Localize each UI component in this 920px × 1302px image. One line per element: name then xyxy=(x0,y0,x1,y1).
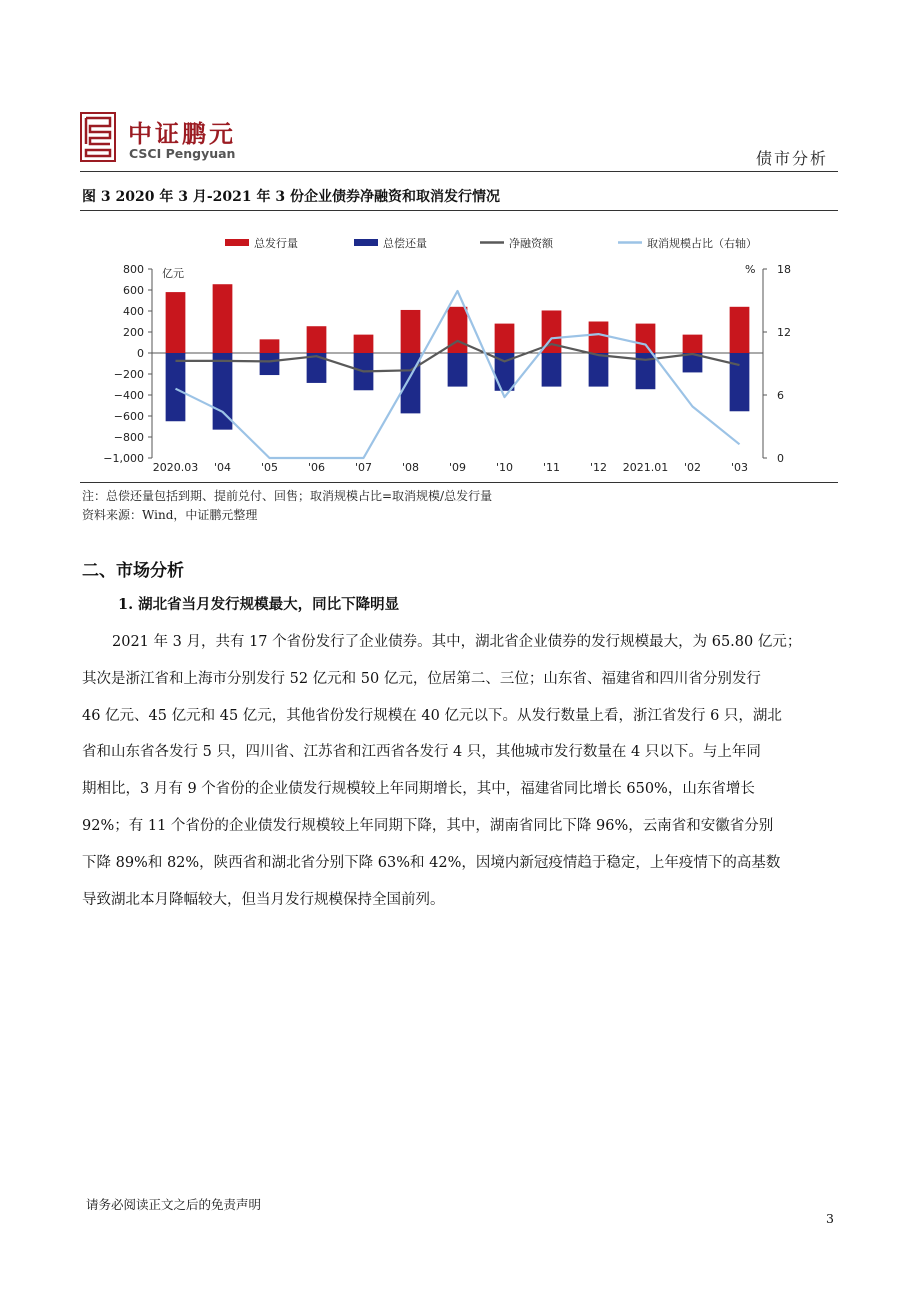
bar xyxy=(636,324,656,353)
x-axis-tick-label: 2020.03 xyxy=(152,461,199,474)
bar xyxy=(589,353,609,387)
bar xyxy=(166,353,186,421)
left-axis-tick-label: −800 xyxy=(113,431,144,444)
subsection-heading: 1. 湖北省当月发行规模最大，同比下降明显 xyxy=(118,596,400,613)
right-axis-unit: % xyxy=(745,263,756,276)
bar xyxy=(448,353,468,387)
left-axis-tick-label: 600 xyxy=(123,284,144,297)
bar xyxy=(730,307,750,353)
x-axis-tick-label: '06 xyxy=(307,461,326,474)
legend-label: 总偿还量 xyxy=(383,237,427,250)
bar xyxy=(260,353,280,375)
logo-chinese-name: 中证鹏元 xyxy=(128,120,236,148)
left-axis-unit: 亿元 xyxy=(162,267,184,280)
logo-english-name: CSCI Pengyuan xyxy=(129,146,236,161)
paragraph-line: 92%；有 11 个省份的企业债发行规模较上年同期下降，其中，湖南省同比下降 96%，云南省和安徽省分别 xyxy=(82,817,774,834)
legend-swatch xyxy=(354,239,378,246)
right-axis-tick-label: 12 xyxy=(777,326,791,339)
x-axis-tick-label: '02 xyxy=(683,461,702,474)
right-axis-tick-label: 18 xyxy=(777,263,791,276)
x-axis-tick-label: 2021.01 xyxy=(622,461,669,474)
paragraph-line: 省和山东省各发行 5 只，四川省、江苏省和江西省各发行 4 只，其他城市发行数量在 4 只以下。与上年同 xyxy=(82,744,761,761)
x-axis-tick-label: '12 xyxy=(589,461,608,474)
x-axis-tick-label: '07 xyxy=(354,461,373,474)
left-axis-tick-label: −400 xyxy=(113,389,144,402)
bar xyxy=(542,353,562,387)
legend-swatch xyxy=(225,239,249,246)
figure-title: 图 3 2020 年 3 月-2021 年 3 份企业债券净融资和取消发行情况 xyxy=(82,189,500,205)
header-divider xyxy=(80,171,838,172)
left-axis-tick-label: 400 xyxy=(123,305,144,318)
paragraph-line: 2021 年 3 月，共有 17 个省份发行了企业债券。其中，湖北省企业债券的发行规模最大，为 65.80 亿元； xyxy=(112,634,802,650)
paragraph-line: 下降 89%和 82%，陕西省和湖北省分别下降 63%和 42%，因境内新冠疫情趋于稳定，上年疫情下的高基数 xyxy=(82,854,781,871)
x-axis-tick-label: '09 xyxy=(448,461,467,474)
legend-label: 净融资额 xyxy=(509,237,553,250)
x-axis-tick-label: '11 xyxy=(542,461,561,474)
disclaimer-note: 请务必阅读正文之后的免责声明 xyxy=(86,1197,262,1212)
page-number: 3 xyxy=(826,1211,834,1226)
paragraph-line: 导致湖北本月降幅较大，但当月发行规模保持全国前列。 xyxy=(82,891,445,908)
chart-container xyxy=(80,230,800,484)
figure-top-rule xyxy=(80,210,838,211)
right-axis-tick-label: 6 xyxy=(777,389,784,402)
x-axis-tick-label: '03 xyxy=(730,461,749,474)
x-axis-tick-label: '05 xyxy=(260,461,279,474)
figure-bottom-rule xyxy=(80,482,838,483)
left-axis-tick-label: 800 xyxy=(123,263,144,276)
body-paragraph xyxy=(82,624,834,918)
left-axis-tick-label: 0 xyxy=(137,347,144,360)
bar xyxy=(213,284,233,353)
section-heading: 二、市场分析 xyxy=(82,561,184,581)
logo-seal-icon xyxy=(80,112,116,162)
figure-note: 注：总偿还量包括到期、提前兑付、回售；取消规模占比=取消规模/总发行量 xyxy=(82,489,493,503)
paragraph-line: 期相比，3 月有 9 个省份的企业债发行规模较上年同期增长，其中，福建省同比增长 650%，山东省增长 xyxy=(82,781,755,798)
combo-chart xyxy=(80,230,800,480)
paragraph-line: 其次是浙江省和上海市分别发行 52 亿元和 50 亿元，位居第二、三位；山东省、福建省和四川省分别发行 xyxy=(82,670,761,687)
left-axis-tick-label: 200 xyxy=(123,326,144,339)
left-axis-tick-label: −1,000 xyxy=(103,452,144,465)
right-axis-tick-label: 0 xyxy=(777,452,784,465)
x-axis-tick-label: '04 xyxy=(213,461,232,474)
bar xyxy=(730,353,750,411)
header-section-label: 债市分析 xyxy=(755,149,828,168)
left-axis-tick-label: −600 xyxy=(113,410,144,423)
bar xyxy=(260,339,280,353)
bar xyxy=(683,335,703,353)
bar xyxy=(495,324,515,353)
bar xyxy=(354,335,374,353)
bar xyxy=(166,292,186,353)
legend-label: 取消规模占比（右轴） xyxy=(647,237,757,250)
bar xyxy=(401,310,421,353)
x-axis-tick-label: '10 xyxy=(495,461,514,474)
left-axis-tick-label: −200 xyxy=(113,368,144,381)
bar xyxy=(307,326,327,353)
figure-source: 资料来源：Wind，中证鹏元整理 xyxy=(82,508,258,522)
legend-label: 总发行量 xyxy=(254,237,298,250)
bar xyxy=(589,322,609,354)
paragraph-line: 46 亿元、45 亿元和 45 亿元，其他省份发行规模在 40 亿元以下。从发行数量上看，浙江省发行 6 只，湖北 xyxy=(82,707,782,724)
x-axis-tick-label: '08 xyxy=(401,461,420,474)
